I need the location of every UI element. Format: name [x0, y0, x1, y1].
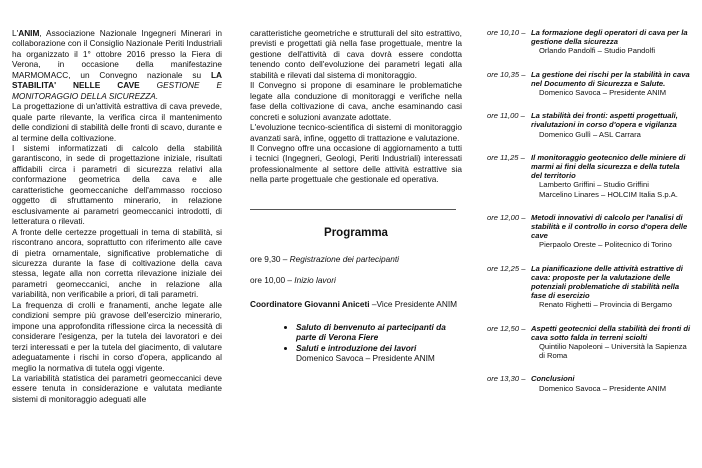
- talk-speaker: Domenico Savoca – Presidente ANIM: [539, 383, 667, 393]
- schedule-time: ore 10,35 –: [487, 69, 526, 79]
- schedule-entry: [487, 28, 692, 56]
- talk-title: La gestione dei rischi per la stabilità in cava nel Documento di Sicurezza e Salute.: [531, 69, 690, 88]
- schedule-time: ore 12,25 –: [487, 263, 526, 273]
- anim-name: ANIM: [18, 28, 40, 38]
- paragraph: I sistemi informatizzati di calcolo della stabilità garantiscono, in sede di progettazione iniziale, risultati affidabili circa i parametri di sicurezza relativi alla conformazione geometrica della cava e alle caratteristiche geomeccaniche dell'ammasso roccioso oggetto di sfruttamento minerario, in relazione esclusivamente ai parametri geomeccanici introdotti, di letteratura o rilevati.: [12, 142, 222, 227]
- talk-title: Il monitoraggio geotecnico delle miniere di marmi ai fini della sicurezza e della tutela del territorio: [531, 152, 686, 181]
- paragraph: La frequenza di crolli e franamenti, anche legate alle condizioni sempre più gravose dell'esercizio minerario, impone una approfondita riflessione circa la necessità di considerare l'esigenza, per la tutela dei lavoratori e dei terzi interessati e per la tutela del giacimento, di valutare adeguatamente i rischi in corso d'opera, applicando al meglio la normativa di tutela oggi vigente.: [12, 299, 222, 373]
- talk-speaker: Orlando Pandolfi – Studio Pandolfi: [539, 46, 656, 56]
- paragraph: La progettazione di un'attività estrattiva di cava prevede, quale parte rilevante, la verifica circa il mantenimento delle condizioni di stabilità delle fronti di scavo, durante e al termine della coltivazione.: [12, 101, 222, 143]
- paragraph: La variabilità statistica dei parametri geomeccanici deve essere tenuta in considerazione e valutata mediante sistemi di monitoraggio adeguati alle: [12, 372, 222, 404]
- convegno-subtitle: GESTIONE E MONITORAGGIO DELLA SICUREZZA.: [12, 80, 222, 101]
- coordinator-line: Coordinatore Giovanni Aniceti –Vice Presidente ANIM: [250, 299, 458, 310]
- speaker: Domenico Savoca – Presidente ANIM: [296, 352, 435, 363]
- schedule-body: [531, 213, 692, 250]
- intro-paragraph: L'ANIM, Associazione Nazionale Ingegneri Minerari in collaborazione con il Consiglio Nazionale Periti Industriali ha organizzato il 1° ottobre 2016 presso la Fiera di Verona, in occasione della manifestazine MARMOMACC, un Convegno nazionale su LA STABILITA' NELLE CAVE GESTIONE E MONITORAGGIO DELLA SICUREZZA.: [12, 28, 222, 101]
- schedule-body: [531, 111, 692, 139]
- talk-title: Aspetti geotecnici della stabilità dei fronti di cava sotto falda in terreni sciolti: [531, 323, 691, 342]
- paragraph: Il Convegno offre una occasione di aggiornamento a tutti i tecnici (Ingegneri, Geologi, Periti Industriali) interessati professionalmente al settore delle attività estrattive sia nella parte progettuale che gestionale ed operativa.: [250, 142, 462, 185]
- description-column: [250, 28, 462, 363]
- schedule-entry: [487, 70, 692, 98]
- schedule-time: ore 13,30 –: [487, 374, 526, 384]
- talk-title: La formazione degli operatori di cava per la gestione della sicurezza: [531, 28, 688, 47]
- welcome-list: [250, 322, 462, 353]
- talk-speaker: Domenico Savoca – Presidente ANIM: [539, 88, 667, 98]
- schedule-body: [531, 28, 692, 56]
- schedule-body: [531, 374, 692, 392]
- talk-speaker: Domenico Gullì – ASL Carrara: [539, 129, 641, 139]
- talk-title: La stabilità dei fronti: aspetti progettuali, rivalutazioni in corso d'opera e vigilanza: [531, 111, 678, 130]
- programma-heading: Programma: [324, 226, 388, 239]
- schedule-body: [531, 70, 692, 98]
- talk-speaker: Lamberto Griffini – Studio Griffini Marcelino Linares – HOLCIM Italia S.p.A.: [539, 180, 678, 199]
- intro-column: [12, 28, 222, 404]
- schedule-column: [487, 28, 692, 407]
- schedule-time: ore 11,25 –: [487, 152, 525, 162]
- talk-title: Metodi innovativi di calcolo per l'analisi di stabilità e il controllo in corso d'opera delle cave: [531, 212, 688, 241]
- schedule-body: [531, 324, 692, 361]
- talk-speaker: Renato Righetti – Provincia di Bergamo: [539, 300, 672, 310]
- divider: [250, 209, 456, 210]
- paragraph: caratteristiche geometriche e strutturali del sito estrattivo, previsti e progettati già nella fase progettuale, mentre la gestione dell'attività di cava dovrà essere condotta tenendo conto dell'evoluzione dei parametri legati alla stabilità e rilevati dal sistema di monitoraggio.: [250, 28, 462, 80]
- talk-title: La pianificazione delle attività estrattive di cava: proposte per la valutazione delle potenziali problematiche di stabilità nella fase di esercizio: [531, 263, 683, 301]
- talk-title: Conclusioni: [531, 374, 575, 384]
- schedule-time: ore 10,10 –: [487, 28, 526, 37]
- paragraph: Il Convegno si propone di esaminare le problematiche legate alla conduzione di monitoraggi e verifiche nella fase della coltivazione di cava, anche esaminando casi concreti e soluzioni avanzate adottate.: [250, 80, 462, 122]
- paragraph: L'evoluzione tecnico-scientifica di sistemi di monitoraggio avanzati sarà, infine, oggetto di trattazione e valutazione.: [250, 122, 462, 143]
- talk-speaker: Quintilio Napoleoni – Università la Sapienza di Roma: [539, 342, 687, 361]
- schedule-entry: [487, 111, 692, 139]
- schedule-entry: [487, 374, 692, 392]
- program-line: ore 10,00 – Inizio lavori: [250, 274, 336, 285]
- convegno-title: LA STABILITA' NELLE CAVE: [12, 69, 222, 91]
- list-item: • Saluto di benvenuto ai partecipanti da parte di Verona Fiere: [296, 322, 462, 343]
- schedule-time: ore 11,00 –: [487, 111, 525, 121]
- schedule-time: ore 12,50 –: [487, 323, 526, 333]
- program-line: ore 9,30 – Registrazione dei partecipanti: [250, 254, 399, 265]
- schedule-time: ore 12,00 –: [487, 212, 526, 222]
- schedule-body: [531, 153, 692, 199]
- schedule-entry: [487, 213, 692, 250]
- schedule-body: [531, 264, 692, 310]
- paragraph: A fronte delle certezze progettuali in tema di stabilità, si riscontrano ancora, soprattutto con riferimento alle cave di pietra ornamentale, significative problematiche di sicurezza durante la fase di coltivazione della cava stessa, legate alla non corretta rilevazione iniziale dei parametri geomeccanici, anche in relazione alla variabilità, non verificabile a priori, di tali parametri.: [12, 226, 222, 300]
- schedule-entry: [487, 264, 692, 310]
- talk-speaker: Pierpaolo Oreste – Politecnico di Torino: [539, 240, 672, 250]
- schedule-entry: [487, 153, 692, 199]
- schedule-entry: [487, 324, 692, 361]
- list-item: • Saluti e introduzione dei lavori: [296, 343, 462, 353]
